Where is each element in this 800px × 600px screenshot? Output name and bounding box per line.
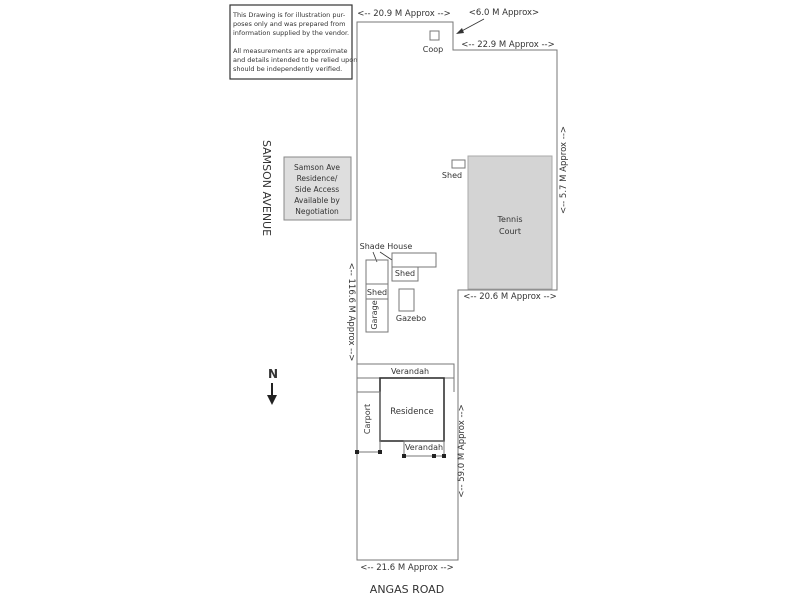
street-label-south: ANGAS ROAD <box>369 583 445 596</box>
shed-mid-label: Shed <box>394 269 416 278</box>
post-marker-1 <box>355 450 359 454</box>
dimension-west-side: <-- 116.6 M Approx --> <box>346 262 356 362</box>
samson-ave-line-2: Residence/ <box>296 174 338 183</box>
samson-ave-residence-block <box>284 157 351 220</box>
north-arrow-head <box>267 395 277 405</box>
disclaimer-box <box>230 5 357 79</box>
north-arrow <box>267 367 278 405</box>
coop-label: Coop <box>422 45 444 54</box>
disclaimer-line-1: This Drawing is for illustration pur- <box>233 11 346 19</box>
coop-structure <box>430 31 439 40</box>
post-marker-4 <box>432 454 436 458</box>
residence-label: Residence <box>390 407 434 417</box>
disclaimer-line-5: and details intended to be relied upon <box>233 56 358 64</box>
shed-left-label: Shed <box>366 288 388 297</box>
samson-ave-line-3: Side Access <box>294 185 340 194</box>
disclaimer-line-2: poses only and was prepared from <box>233 20 346 28</box>
shed-top-structure <box>452 160 465 168</box>
dimension-tennis-bottom: <-- 20.6 M Approx --> <box>463 292 557 302</box>
shade-house-label: Shade House <box>359 242 413 251</box>
tennis-court-label-line-2: Court <box>499 227 521 236</box>
verandah-top-label: Verandah <box>390 367 430 376</box>
north-letter: N <box>267 367 279 381</box>
post-marker-2 <box>378 450 382 454</box>
post-marker-5 <box>442 454 446 458</box>
shade-house-structure <box>392 253 436 267</box>
dimension-top-right: <-- 22.9 M Approx --> <box>461 40 555 50</box>
coop-leader-arrowhead <box>456 28 464 34</box>
samson-ave-line-1: Samson Ave <box>293 163 341 172</box>
shade-house-left-structure <box>366 260 388 284</box>
gazebo-label: Gazebo <box>395 314 427 323</box>
shade-house-leader-right <box>380 252 392 260</box>
disclaimer-line-4: All measurements are approximate <box>233 47 348 55</box>
carport-label: Carport <box>363 403 372 435</box>
disclaimer-line-3: information supplied by the vendor. <box>233 29 350 37</box>
dimension-east-side: <-- 5.7 M Approx --> <box>559 125 569 215</box>
shed-top-label: Shed <box>441 171 463 180</box>
dimension-lower-east: <-- 59.0 M Approx --> <box>457 404 467 498</box>
verandah-bottom-label: Verandah <box>404 443 444 452</box>
dimension-top-left: <-- 20.9 M Approx --> <box>357 9 451 19</box>
disclaimer-line-6: should be independently verified. <box>233 65 343 73</box>
dimension-bottom: <-- 21.6 M Approx --> <box>360 563 454 573</box>
tennis-court-label-line-1: Tennis <box>497 215 523 224</box>
samson-ave-line-5: Negotiation <box>295 207 339 216</box>
post-marker-3 <box>402 454 406 458</box>
samson-ave-line-4: Available by <box>294 196 340 205</box>
street-label-west: SAMSON AVENUE <box>260 139 273 237</box>
gazebo-structure <box>399 289 414 311</box>
dimension-coop-width: <6.0 M Approx> <box>468 8 540 18</box>
garage-label: Garage <box>370 300 379 330</box>
